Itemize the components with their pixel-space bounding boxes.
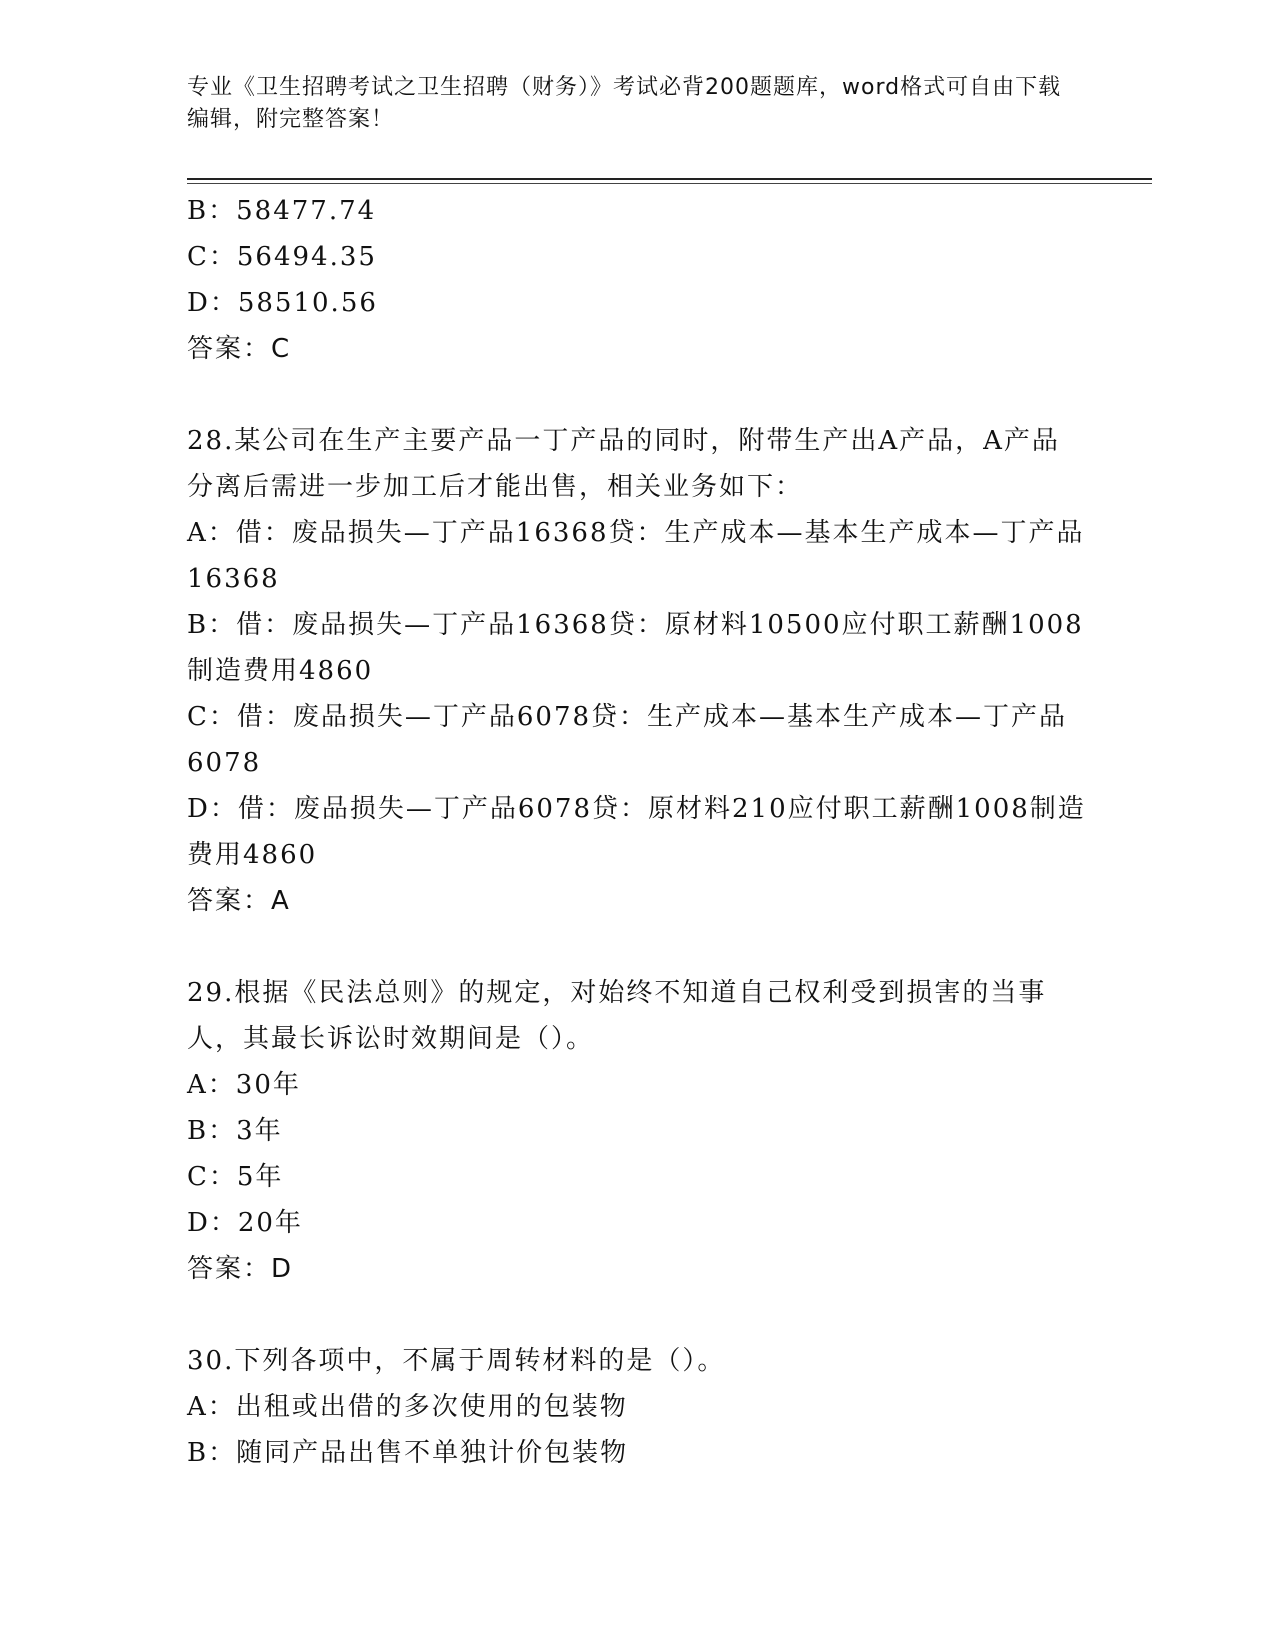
- option-b: B：随同产品出售不单独计价包装物: [187, 1438, 629, 1468]
- document-header: [187, 72, 1067, 136]
- option-a: A：借：废品损失—丁产品16368贷：生产成本—基本生产成本—丁产品16368: [187, 518, 1085, 594]
- question-block-27: [187, 188, 1087, 372]
- answer-line: 答案：D: [187, 1254, 294, 1284]
- header-divider-thin: [187, 183, 1152, 184]
- option-c: C：56494.35: [187, 242, 377, 272]
- option-d: D：58510.56: [187, 288, 378, 318]
- option-c: C：借：废品损失—丁产品6078贷：生产成本—基本生产成本—丁产品6078: [187, 702, 1068, 778]
- spacer: [187, 372, 1087, 418]
- option-b: B：3年: [187, 1116, 283, 1146]
- spacer: [187, 924, 1087, 970]
- document-body: [187, 188, 1087, 1476]
- question-block-29: [187, 970, 1087, 1292]
- answer-line: 答案：C: [187, 334, 292, 364]
- option-a: A：30年: [187, 1070, 301, 1100]
- question-stem: 30.下列各项中，不属于周转材料的是（）。: [187, 1346, 726, 1376]
- question-stem: 28.某公司在生产主要产品一丁产品的同时，附带生产出A产品，A产品分离后需进一步加工后才能出售，相关业务如下：: [187, 426, 1060, 502]
- option-b: B：58477.74: [187, 196, 377, 226]
- option-a: A：出租或出借的多次使用的包装物: [187, 1392, 628, 1422]
- question-block-28: [187, 418, 1087, 924]
- question-stem: 29.根据《民法总则》的规定，对始终不知道自己权利受到损害的当事人，其最长诉讼时效期间是（）。: [187, 978, 1047, 1054]
- option-b: B：借：废品损失—丁产品16368贷：原材料10500应付职工薪酬1008制造费用4860: [187, 610, 1084, 686]
- header-text: 专业《卫生招聘考试之卫生招聘（财务）》考试必背200题题库，word格式可自由下载编辑，附完整答案！: [187, 75, 1062, 132]
- option-d: D：20年: [187, 1208, 303, 1238]
- spacer: [187, 1292, 1087, 1338]
- answer-line: 答案：A: [187, 886, 291, 916]
- option-c: C：5年: [187, 1162, 284, 1192]
- header-divider-thick: [187, 178, 1152, 180]
- question-block-30: [187, 1338, 1087, 1476]
- option-d: D：借：废品损失—丁产品6078贷：原材料210应付职工薪酬1008制造费用4860: [187, 794, 1086, 870]
